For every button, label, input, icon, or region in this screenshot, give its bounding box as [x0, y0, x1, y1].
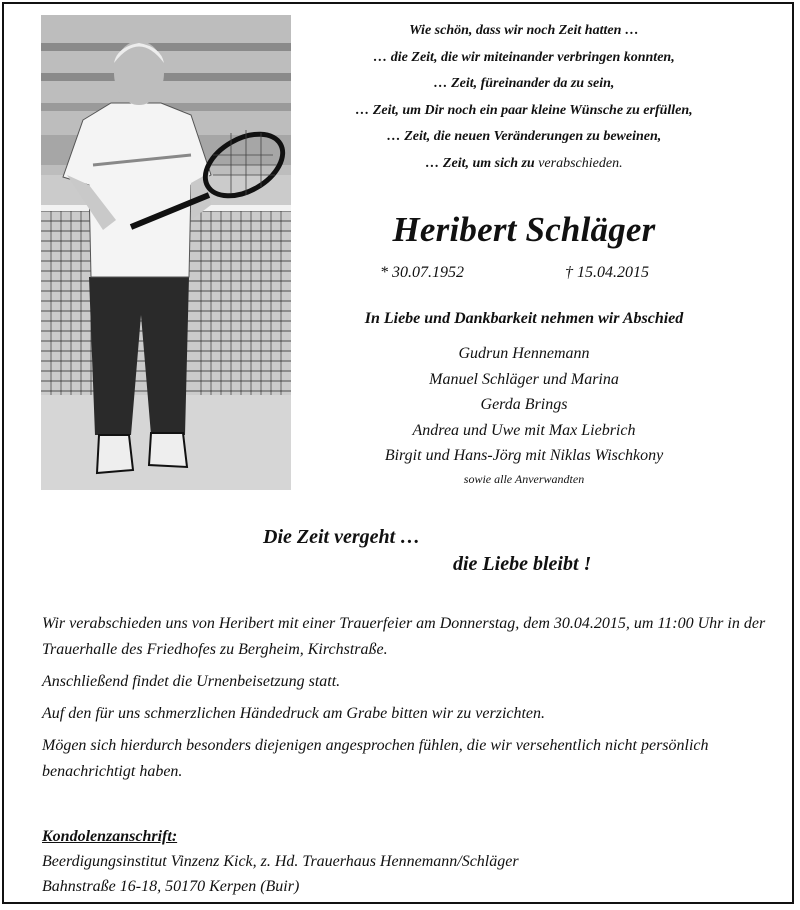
- motto-line-1: Die Zeit vergeht …: [263, 526, 421, 548]
- mourner: Gerda Brings: [480, 396, 568, 413]
- ceremony-paragraph: Mögen sich hierdurch besonders diejenigen angesprochen fühlen, die wir versehentlich nicht persönlich benachrichtigt haben.: [42, 737, 709, 780]
- ceremony-paragraph: Wir verabschieden uns von Heribert mit einer Trauerfeier am Donnerstag, dem 30.04.2015, um 11:00 Uhr in der Trauerhalle des Friedhofes zu Bergheim, Kirchstraße.: [42, 615, 766, 658]
- condolence-line: Beerdigungsinstitut Vinzenz Kick, z. Hd. Trauerhaus Hennemann/Schläger: [42, 853, 519, 870]
- deceased-name: Heribert Schläger: [392, 210, 656, 249]
- poem-last-line: [318, 151, 730, 178]
- mourners-list: [318, 341, 730, 469]
- poem-last-bold: … Zeit, um sich zu: [425, 155, 535, 171]
- poem: [318, 18, 730, 177]
- poem-last-light: verabschieden.: [534, 155, 623, 171]
- relatives-note: sowie alle Anverwandten: [463, 472, 585, 486]
- poem-line: … Zeit, um Dir noch ein paar kleine Wünsche zu erfüllen,: [355, 102, 693, 118]
- condolence-address: [42, 824, 742, 899]
- ceremony-paragraph: Auf den für uns schmerzlichen Händedruck am Grabe bitten wir zu verzichten.: [42, 705, 546, 722]
- mourner: Gudrun Hennemann: [458, 345, 590, 362]
- ceremony-paragraph: Anschließend findet die Urnenbeisetzung statt.: [42, 673, 341, 690]
- mourner: Birgit und Hans-Jörg mit Niklas Wischkony: [384, 447, 664, 464]
- farewell-heading: In Liebe und Dankbarkeit nehmen wir Abschied: [364, 310, 684, 327]
- mourner: Andrea und Uwe mit Max Liebrich: [412, 421, 636, 439]
- poem-line: Wie schön, dass wir noch Zeit hatten …: [409, 23, 639, 38]
- condolence-line: Bahnstraße 16-18, 50170 Kerpen (Buir): [42, 878, 300, 895]
- poem-line: … Zeit, füreinander da zu sein,: [433, 76, 615, 91]
- death-date: † 15.04.2015: [565, 264, 649, 281]
- motto-line-2: die Liebe bleibt !: [453, 553, 592, 575]
- tennis-player-photo-icon: [41, 15, 291, 490]
- poem-line: … Zeit, die neuen Veränderungen zu beweinen,: [386, 129, 662, 144]
- mourner: Manuel Schläger und Marina: [429, 370, 619, 388]
- birth-date: * 30.07.1952: [380, 264, 464, 281]
- portrait-photo: [41, 15, 291, 490]
- poem-line: … die Zeit, die wir miteinander verbringen konnten,: [373, 49, 675, 65]
- condolence-heading: Kondolenzanschrift:: [42, 828, 178, 845]
- ceremony-text: [42, 611, 767, 791]
